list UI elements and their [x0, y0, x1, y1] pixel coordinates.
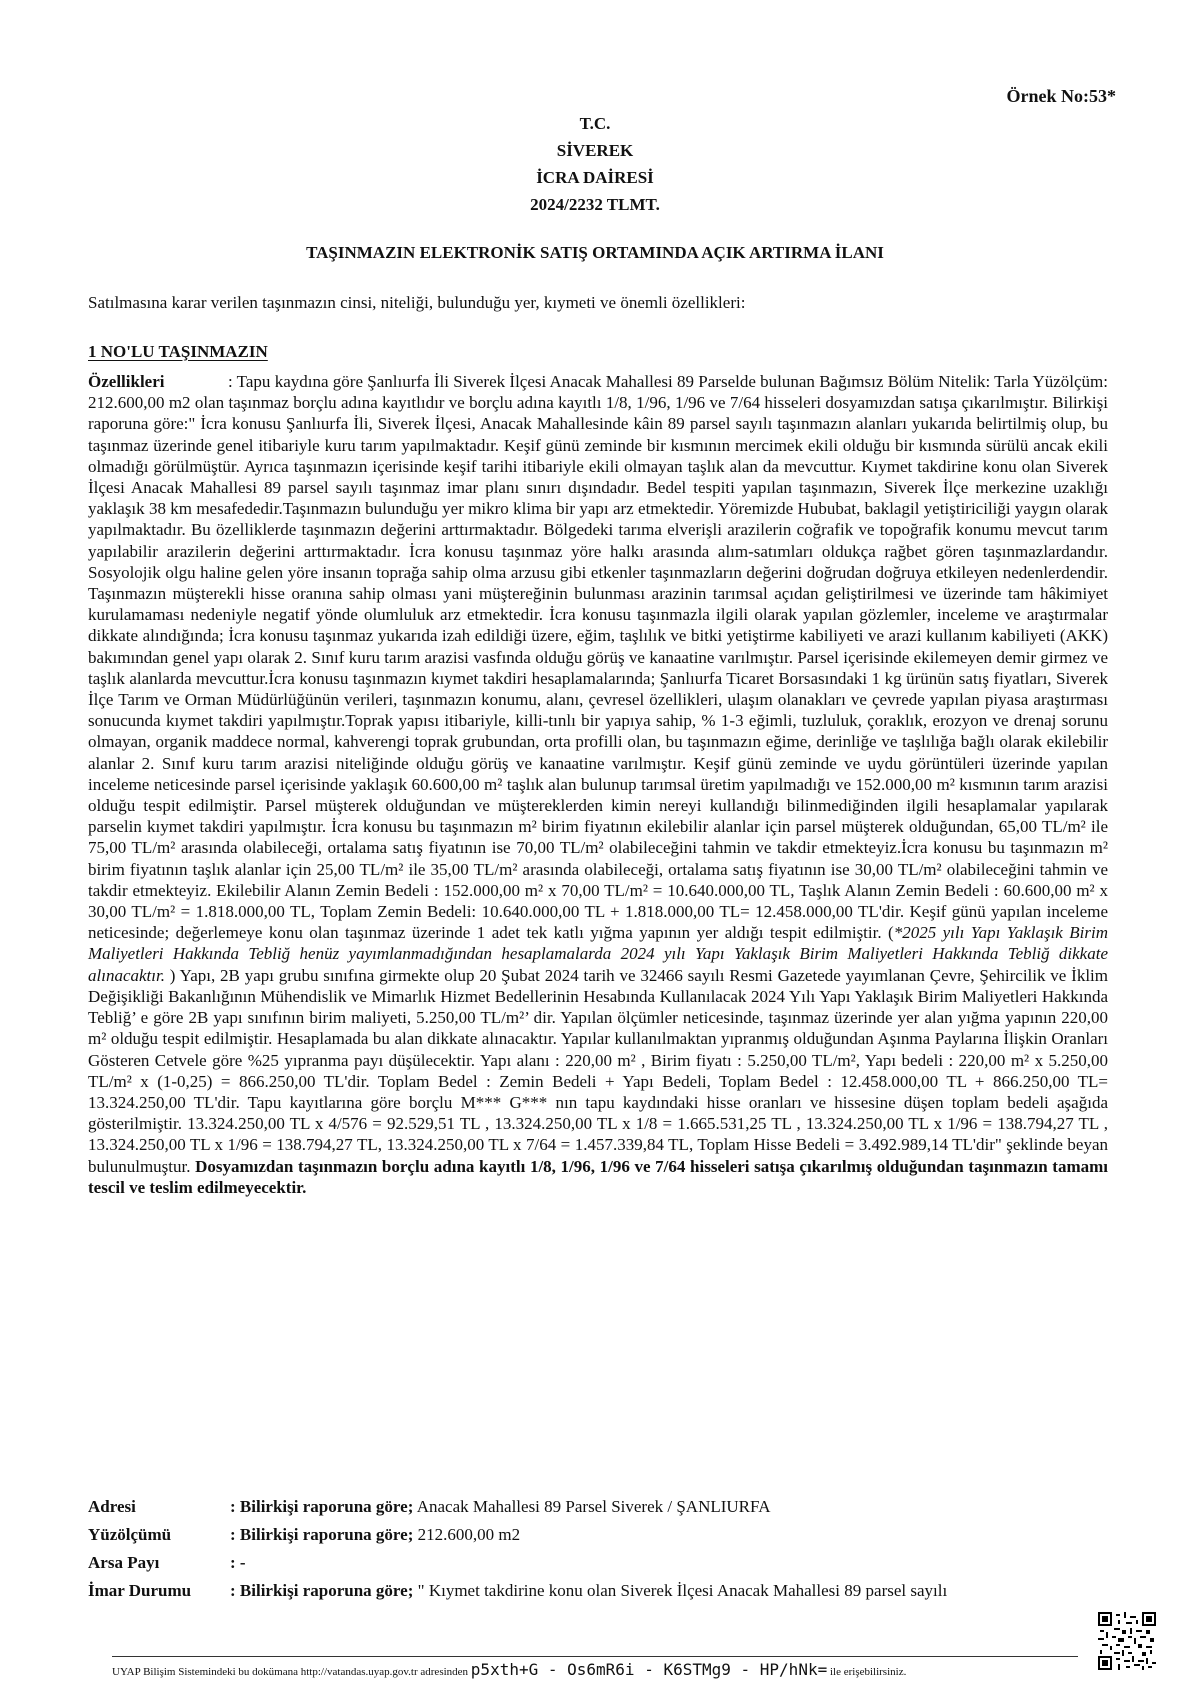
properties-label: Özellikleri: [88, 372, 165, 391]
field-prefix: : Bilirkişi raporuna göre;: [230, 1525, 414, 1544]
field-value: 212.600,00 m2: [413, 1525, 521, 1544]
properties-bold-note: Dosyamızdan taşınmazın borçlu adına kayıtlı 1/8, 1/96, 1/96 ve 7/64 hisseleri satışa çıkarılmış olduğundan taşınmazın tamamı tescil ve teslim edilmeyecektir.: [88, 1156, 1108, 1197]
footer-suffix: ile erişebilirsiniz.: [829, 1666, 907, 1678]
field-zoning: [88, 1577, 1108, 1605]
section-title: 1 NO'LU TAŞINMAZIN: [88, 342, 268, 361]
footer-access-code: p5xth+G - Os6mR6i - K6STMg9 - HP/hNk=: [470, 1660, 828, 1679]
properties-italic-note: *2025 yılı Yapı Yaklaşık Birim Maliyetleri Hakkında Tebliğ henüz yayımlanmadığından hesaplamalarda 2024 yılı Yapı Yaklaşık Birim Maliyetleri Hakkında Tebliğ dikkate alınacaktır.: [88, 923, 1109, 985]
header-line-office: İCRA DAİRESİ: [536, 168, 654, 187]
field-value: Anacak Mahallesi 89 Parsel Siverek / ŞANLIURFA: [413, 1497, 771, 1516]
ornek-number: Örnek No:53*: [1006, 86, 1116, 106]
qr-code-icon: [1098, 1612, 1156, 1670]
field-label: Adresi: [88, 1497, 136, 1516]
uyap-footer: [112, 1660, 906, 1679]
properties-paragraph: [88, 371, 1108, 1198]
intro-text: Satılmasına karar verilen taşınmazın cinsi, niteliği, bulunduğu yer, kıymeti ve önemli özellikleri:: [88, 293, 746, 312]
header-line-city: SİVEREK: [556, 141, 634, 160]
field-label: İmar Durumu: [88, 1581, 192, 1600]
institution-header: [0, 110, 1190, 218]
properties-text-part1: : Tapu kaydına göre Şanlıurfa İli Siverek İlçesi Anacak Mahallesi 89 Parselde bulunan Bağımsız Bölüm Nitelik: Tarla Yüzölçüm: 212.600,00 m2 olan taşınmaz borçlu adına kayıtlıdır ve borçlu adına kayıtlı 1/8, 1/96, 1/96 ve 7/64 hisseleri dosyamızdan satışa çıkarılmıştır. Bilirkişi raporuna göre:" İcra konusu Şanlıurfa İli, Siverek İlçesi, Anacak Mahallesinde kâin 89 parsel sayılı taşınmazın alanları yukarıda belirtilmiş olup, bu taşınmaz üzerinde genel itibariyle kuru tarım yapılmaktadır. Keşif günü zeminde bir kısmının mercimek ekili olduğu bir kısmında sürülü ancak ekili olmadığı görülmüştür. Ayrıca taşınmazın içerisinde keşif tarihi itibariyle ekili olmayan taşlık alan da mevcuttur. Kıymet takdirine konu olan Siverek İlçesi Anacak Mahallesi 89 parsel sayılı taşınmaz imar planı sınırı dışındadır. Bedel tespiti yapılan taşınmazın, Siverek İlçe merkezine uzaklığı yaklaşık 38 km mesafededir.Taşınmazın bulunduğu yer mikro klima bir yapı arz etmektedir. Yöremizde Hububat, baklagil yetiştiriciliği yaygın olarak yapılmaktadır. Bu özelliklerde taşınmazın değerini arttırmaktadır. Bölgedeki tarıma elverişli arazilerin coğrafik ve topoğrafik konumu mevcut tarım yapılabilir arazilerin değerini arttırmaktadır. İcra konusu taşınmaz yöre halkı arasında alım-satımları oldukça rağbet gören taşınmazlardandır. Sosyolojik olgu haline gelen yöre insanın toprağa sahip olma arzusu gibi etkenler taşınmazların değerini doğrudan doğruya etkileyen nedenlerdendir. Taşınmazın müşterekli hisse oranına sahip olması yani müştereğinin bulunması arazinin tarımsal açıdan geliştirilmesi ve üzerinde tam hâkimiyet kurulamaması nedeniyle negatif yönde olumluluk arz etmektedir. İcra konusu taşınmazla ilgili olarak yapılan gözlemler, inceleme ve araştırmalar dikkate alındığında; İcra konusu taşınmaz yukarıda izah edildiği üzere, eğim, taşlılık ve bitki yetiştirme kabiliyeti ve arazi kullanım kabiliyeti (AKK) bakımından genel yapı olarak 2. Sınıf kuru tarım arazisi vasfında olduğu görüş ve kanaatine varılmıştır. Parsel içerisinde ekilemeyen demir girmez ve taşlık alanlarda mevcuttur.İcra konusu taşınmazın kıymet takdiri hesaplamalarında; Şanlıurfa Ticaret Borsasındaki 1 kg ürünün satış fiyatları, Siverek İlçe Tarım ve Orman Müdürlüğünün verileri, taşınmazın konumu, alanı, çevresel özellikleri, ulaşım olanakları ve çevrede yapılan piyasa araştırması sonucunda kıymet takdiri yapılmıştır.Toprak yapısı itibariyle, killi-tınlı bir yapıya sahip, % 1-3 eğimli, tuzluluk, çoraklık, erozyon ve drenaj sorunu olmayan, organik maddece normal, kahverengi toprak grubundan, orta profilli olan, bu taşınmazın eğime, derinliğe ve taşlılığa bağlı olarak ekilebilir alanlar 2. Sınıf kuru tarım arazisi niteliğinde olduğu görüş ve kanaatine varılmıştır. Keşif günü zeminde ve uydu görüntüleri üzerinde yapılan inceleme neticesinde parsel içerisinde yaklaşık 60.600,00 m² taşlık alan bulunup tarımsal üretim yapılmadığı ve 152.000,00 m² kısmının tarım arazisi olduğu tespit edilmiştir. Parsel müşterek olduğundan ve müştereklerden kimin nereyi kullandığı bilinmediğinden ilgili hesaplamalar yapılarak parselin kıymet takdiri yapılmıştır. İcra konusu bu taşınmazın m² birim fiyatının ekilebilir alanlar için parsel müşterek olduğundan, 65,00 TL/m² ile 75,00 TL/m² arasında olabileceği, ortalama satış fiyatının ise 70,00 TL/m² olabileceğini tahmin ve takdir etmekteyiz.İcra konusu bu taşınmazın m² birim fiyatının taşlık alanlar için 25,00 TL/m² ile 35,00 TL/m² arasında olabileceği, ortalama satış fiyatının ise 30,00 TL/m² olabileceğini tahmin ve takdir etmekteyiz. Ekilebilir Alanın Zemin Bedeli : 152.000,00 m² x 70,00 TL/m² = 10.640.000,00 TL, Taşlık Alanın Zemin Bedeli : 60.600,00 m² x 30,00 TL/m² = 1.818.000,00 TL, Toplam Zemin Bedeli: 10.640.000,00 TL + 1.818.000,00 TL= 12.458.000,00 TL'dir. Keşif günü yapılan inceleme neticesinde; değerlemeye konu olan taşınmaz üzerinde 1 adet tek katlı yığma yapının yer aldığı tespit edilmiştir. (: [88, 372, 1108, 943]
header-line-tc: T.C.: [579, 114, 611, 133]
field-value: " Kıymet takdirine konu olan Siverek İlçesi Anacak Mahallesi 89 parsel sayılı: [413, 1581, 948, 1600]
property-fields: [88, 1493, 1108, 1605]
field-label: Yüzölçümü: [88, 1525, 172, 1544]
properties-text-part2: ) Yapı, 2B yapı grubu sınıfına girmekte olup 20 Şubat 2024 tarih ve 32466 sayılı Resmi Gazetede yayımlanan Çevre, Şehircilik ve İklim Değişikliği Bakanlığının Mühendislik ve Mimarlık Hizmet Bedellerinin Hesabında Kullanılacak 2024 Yılı Yapı Yaklaşık Birim Maliyetleri Hakkında Tebliğ’ e göre 2B yapı sınıfının birim maliyeti, 5.250,00 TL/m²’ dir. Yapılan ölçümler neticesinde, taşınmaz üzerinde yer alan yığma yapının 220,00 m² olduğu tespit edilmiştir. Hesaplamada bu alan dikkate alınacaktır. Yapılar kullanılmaktan yıpranmış olduğundan Aşınma Paylarına İlişkin Oranları Gösteren Cetvele göre %25 yıpranma payı düşülecektir. Yapı alanı : 220,00 m² , Birim fiyatı : 5.250,00 TL/m², Yapı bedeli : 220,00 m² x 5.250,00 TL/m² x (1-0,25) = 866.250,00 TL'dir. Toplam Bedel : Zemin Bedeli + Yapı Bedeli, Toplam Bedel : 12.458.000,00 TL + 866.250,00 TL= 13.324.250,00 TL'dir. Tapu kayıtlarına göre borçlu M*** G*** nın tapu kaydındaki hisse oranları ve hissesine düşen toplam bedeli aşağıda gösterilmiştir. 13.324.250,00 TL x 4/576 = 92.529,51 TL , 13.324.250,00 TL x 1/8 = 1.665.531,25 TL , 13.324.250,00 TL x 1/96 = 138.794,27 TL , 13.324.250,00 TL x 1/96 = 138.794,27 TL, 13.324.250,00 TL x 7/64 = 1.457.339,84 TL, Toplam Hisse Bedeli = 3.492.989,14 TL'dir" şeklinde beyan bulunulmuştur.: [88, 965, 1108, 1176]
document-title: TAŞINMAZIN ELEKTRONİK SATIŞ ORTAMINDA AÇIK ARTIRMA İLANI: [306, 243, 884, 262]
field-prefix: : -: [230, 1553, 246, 1572]
field-area: [88, 1521, 1108, 1549]
field-address: [88, 1493, 1108, 1521]
field-prefix: : Bilirkişi raporuna göre;: [230, 1497, 414, 1516]
footer-prefix: UYAP Bilişim Sistemindeki bu dokümana http://vatandas.uyap.gov.tr adresinden: [112, 1666, 469, 1678]
field-label: Arsa Payı: [88, 1553, 160, 1572]
header-line-file-no: 2024/2232 TLMT.: [530, 195, 660, 214]
footer-divider: [112, 1656, 1078, 1657]
field-prefix: : Bilirkişi raporuna göre;: [230, 1581, 414, 1600]
field-land-share: [88, 1549, 1108, 1577]
